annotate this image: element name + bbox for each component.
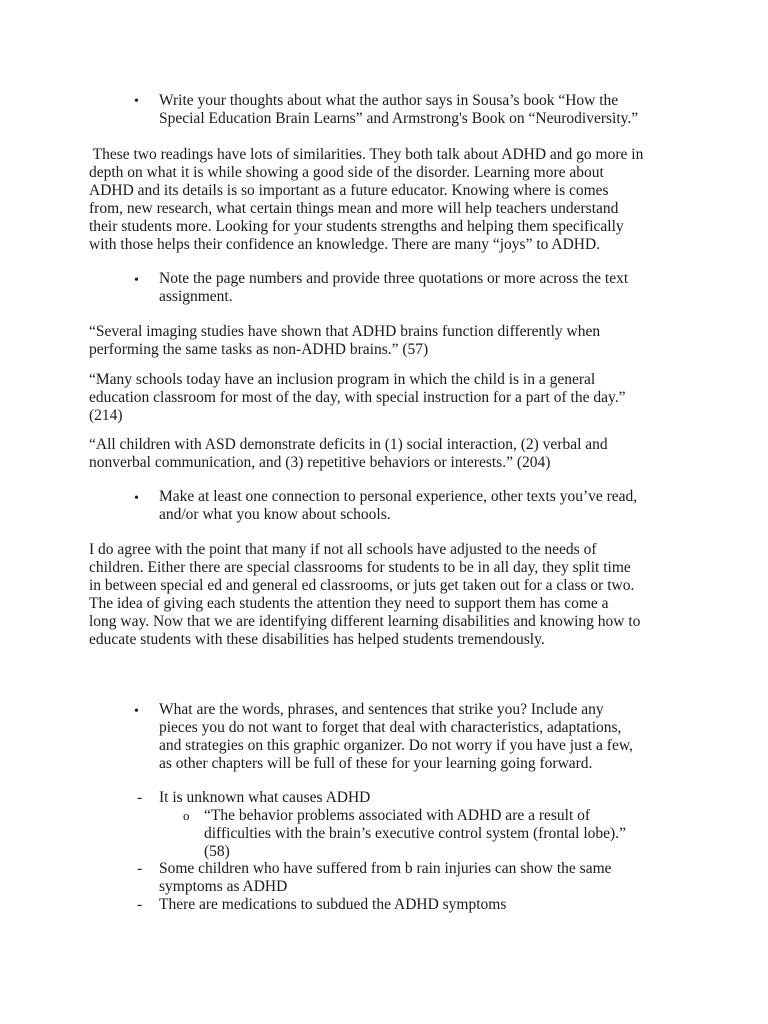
prompt-2-text: Note the page numbers and provide three quotations or more across the text assignment. <box>159 270 629 305</box>
note-3-text: Some children who have suffered from b rain injuries can show the same symptoms as ADHD <box>159 860 612 895</box>
dash-marker: - <box>137 860 143 877</box>
answer-1-paragraph: These two readings have lots of similarities. They both talk about ADHD and go more in depth on what it is while showing a good side of the disorder. Learning more about ADHD and its details is so important as a future educator. Knowing where is comes from, new research, what certain things mean and more will help teachers understand their students more. Looking for your students strengths and helping them specifically with those helps their confidence an knowledge. There are many “joys” to ADHD. <box>89 146 644 253</box>
quote-2: “Many schools today have an inclusion program in which the child is in a general education classroom for most of the day, with special instruction for a part of the day.” (214) <box>89 371 626 424</box>
bullet-icon: • <box>134 704 139 719</box>
dash-marker: - <box>137 896 143 913</box>
note-1-text: It is unknown what causes ADHD <box>159 789 371 806</box>
quote-1: “Several imaging studies have shown that ADHD brains function differently when performing the same tasks as non-ADHD brains.” (57) <box>89 323 601 358</box>
bullet-icon: • <box>134 491 139 506</box>
bullet-icon: • <box>134 273 139 288</box>
prompt-1-text: Write your thoughts about what the author says in Sousa’s book “How the Special Education Brain Learns” and Armstrong's Book on “Neurodiversity.” <box>159 92 639 127</box>
note-2-text: “The behavior problems associated with ADHD are a result of difficulties with the brain’s executive control system (frontal lobe).” (58) <box>204 807 626 860</box>
note-4-text: There are medications to subdued the ADHD symptoms <box>159 896 507 913</box>
quote-3: “All children with ASD demonstrate deficits in (1) social interaction, (2) verbal and nonverbal communication, and (3) repetitive behaviors or interests.” (204) <box>89 436 608 471</box>
circle-bullet-icon: o <box>183 808 190 823</box>
prompt-4-text: What are the words, phrases, and sentences that strike you? Include any pieces you do not want to forget that deal with characteristics, adaptations, and strategies on this graphic organizer. Do not worry if you have just a few, as other chapters will be full of these for your learning going forward. <box>159 701 633 772</box>
bullet-icon: • <box>134 94 139 109</box>
answer-3-paragraph: I do agree with the point that many if not all schools have adjusted to the needs of children. Either there are special classrooms for students to be in all day, they split time in between special ed and general ed classrooms, or juts get taken out for a class or two. The idea of giving each students the attention they need to support them has come a long way. Now that we are identifying different learning disabilities and knowing how to educate students with these disabilities has helped students tremendously. <box>89 541 641 648</box>
dash-marker: - <box>137 789 143 806</box>
prompt-3-text: Make at least one connection to personal experience, other texts you’ve read, and/or what you know about schools. <box>159 488 638 523</box>
